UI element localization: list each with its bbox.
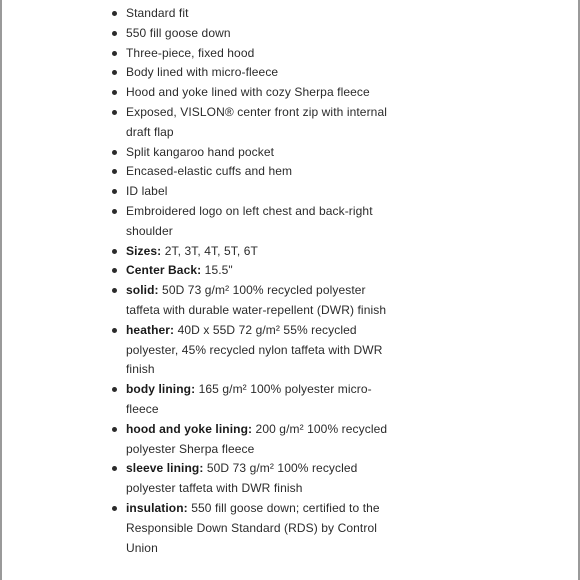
list-item-feature — [112, 162, 392, 182]
spec-value: 40D x 55D 72 g/m² 55% recycled polyester, 45% recycled nylon taffeta with DWR finish — [126, 322, 383, 377]
bullet-icon — [112, 90, 117, 95]
list-item-spec-body-lining — [112, 380, 392, 420]
list-item-feature — [112, 202, 392, 242]
bullet-icon — [112, 209, 117, 214]
bullet-icon — [112, 427, 117, 432]
feature-text: Exposed, VISLON® center front zip with internal draft flap — [126, 104, 387, 139]
feature-text: ID label — [126, 184, 168, 199]
list-item-spec-sizes — [112, 242, 392, 262]
list-item-feature — [112, 182, 392, 202]
spec-value: 200 g/m² 100% recycled polyester Sherpa fleece — [126, 421, 388, 456]
bullet-icon — [112, 169, 117, 174]
spec-label: body lining: — [126, 382, 196, 397]
list-item-spec-center-back — [112, 261, 392, 281]
list-item-feature — [112, 103, 392, 143]
list-item-spec-solid — [112, 281, 392, 321]
spec-label: sleeve lining: — [126, 461, 204, 476]
spec-label: insulation: — [126, 500, 188, 515]
bullet-icon — [112, 249, 117, 254]
feature-text: Body lined with micro-fleece — [126, 65, 279, 80]
bullet-icon — [112, 506, 117, 511]
list-item-feature — [112, 44, 392, 64]
list-item-feature — [112, 4, 392, 24]
spec-label: solid: — [126, 283, 159, 298]
bullet-icon — [112, 189, 117, 194]
list-item-spec-hood-yoke-lining — [112, 420, 392, 460]
bullet-icon — [112, 70, 117, 75]
bullet-icon — [112, 11, 117, 16]
bullet-icon — [112, 288, 117, 293]
spec-label: Center Back: — [126, 263, 202, 278]
feature-text: Standard fit — [126, 6, 189, 20]
spec-label: heather: — [126, 322, 175, 337]
list-item-feature — [112, 143, 392, 163]
list-item-feature — [112, 83, 392, 103]
bullet-icon — [112, 51, 117, 56]
left-border — [0, 0, 2, 580]
spec-value: 165 g/m² 100% polyester micro-fleece — [126, 382, 372, 416]
bullet-icon — [112, 466, 117, 471]
feature-text: Encased-elastic cuffs and hem — [126, 164, 293, 179]
feature-text: Three-piece, fixed hood — [126, 45, 255, 60]
feature-text: Hood and yoke lined with cozy Sherpa fleece — [126, 85, 370, 100]
bullet-icon — [112, 268, 117, 273]
bullet-icon — [112, 31, 117, 36]
spec-value: 50D 73 g/m² 100% recycled polyester taffeta with DWR finish — [126, 461, 358, 496]
spec-value: 50D 73 g/m² 100% recycled polyester taffeta with durable water-repellent (DWR) finish — [126, 283, 387, 317]
list-item-spec-heather — [112, 321, 392, 380]
bullet-icon — [112, 387, 117, 392]
spec-value: 550 fill goose down; certified to the Responsible Down Standard (RDS) by Control Union — [126, 500, 380, 555]
bullet-icon — [112, 150, 117, 155]
spec-label: Sizes: — [126, 243, 162, 258]
feature-text: Embroidered logo on left chest and back-right shoulder — [126, 203, 373, 238]
spec-value: 15.5" — [201, 263, 233, 278]
feature-text: Split kangaroo hand pocket — [126, 144, 275, 159]
list-item-spec-insulation — [112, 499, 392, 558]
feature-text: 550 fill goose down — [126, 25, 231, 40]
list-item-spec-sleeve-lining — [112, 459, 392, 499]
list-item-feature — [112, 24, 392, 44]
list-item-feature — [112, 63, 392, 83]
product-spec-list — [112, 4, 392, 558]
spec-label: hood and yoke lining: — [126, 421, 253, 436]
bullet-icon — [112, 110, 117, 115]
bullet-icon — [112, 328, 117, 333]
spec-value: 2T, 3T, 4T, 5T, 6T — [161, 243, 258, 258]
